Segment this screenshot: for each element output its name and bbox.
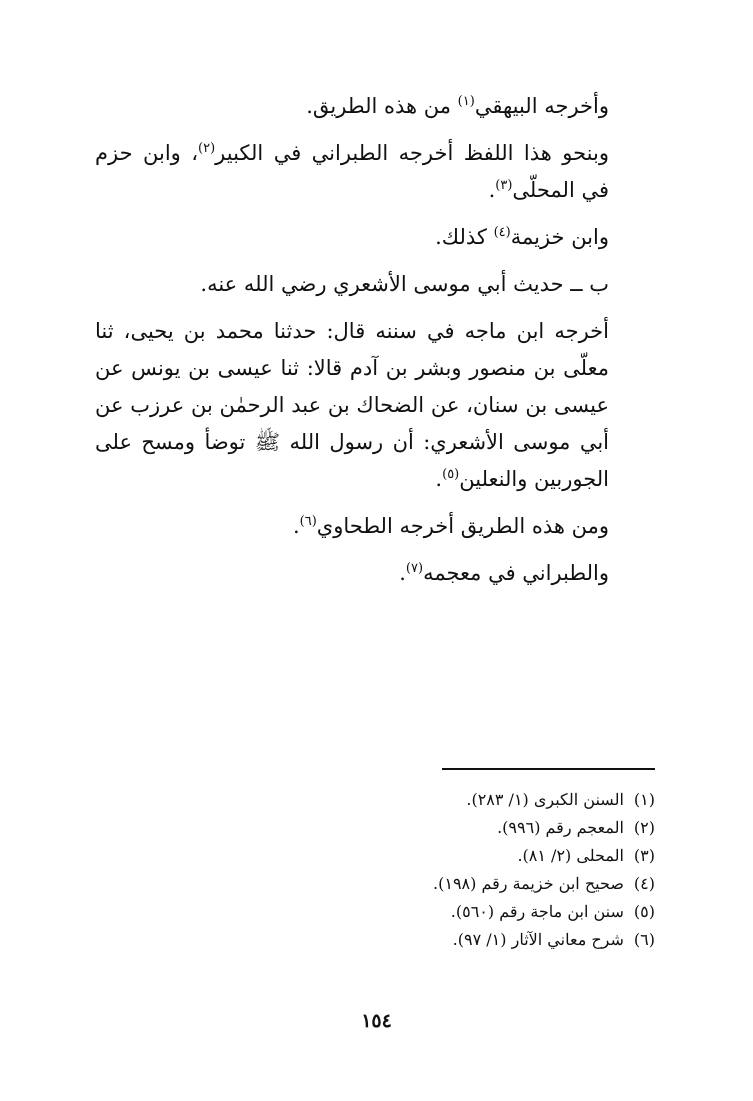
footnote-text: شرح معاني الآثار (١/ ٩٧). [452,930,624,949]
footnote-text: صحيح ابن خزيمة رقم (١٩٨). [433,874,624,893]
footnote-text: المعجم رقم (٩٩٦). [497,818,624,837]
footnote-ref-1[interactable]: (١) [457,94,475,109]
footnote-number: (٤) [633,874,655,893]
footnote-6 [300,926,655,954]
main-text [95,88,657,602]
footnote-ref-2[interactable]: (٢) [198,141,216,156]
paragraph-5 [95,313,657,498]
paragraph-3-text-end: كذلك. [435,225,494,249]
footnote-2 [300,814,655,842]
paragraph-2 [95,135,657,209]
footnote-4 [300,870,655,898]
paragraph-2-text-end: . [488,178,496,202]
footnote-1 [300,786,655,814]
paragraph-1-text: وأخرجه البيهقي [474,94,609,118]
paragraph-5-text-end: . [435,467,443,491]
footnote-5 [300,898,655,926]
paragraph-2-text-mid: ، وابن حزم في المحلّى [95,141,609,202]
footnote-ref-4[interactable]: (٤) [493,225,511,240]
footnote-text: المحلى (٢/ ٨١). [517,846,624,865]
footnote-text: سنن ابن ماجة رقم (٥٦٠). [450,902,624,921]
paragraph-5-text: أخرجه ابن ماجه في سننه قال: حدثنا محمد بن يحيى، ثنا معلّى بن منصور وبشر بن آدم قالا: ثنا عيسى بن يونس عن عيسى بن سنان، عن الضحاك بن عبد الرحمٰن بن عرزب عن أبي موسى الأشعري: أن رسول الله ﷺ توضأ ومسح على الجوربين والنعلين [95,319,609,491]
paragraph-7 [95,555,657,592]
footnote-separator [442,768,655,770]
paragraph-6-text: ومن هذه الطريق أخرجه الطحاوي [316,514,609,538]
footnote-ref-6[interactable]: (٦) [299,514,317,529]
section-heading-text: ب ــ حديث أبي موسى الأشعري رضي الله عنه. [200,272,609,296]
footnote-ref-3[interactable]: (٣) [495,178,513,193]
footnote-text: السنن الكبرى (١/ ٢٨٣). [466,790,624,809]
section-heading-b [95,266,657,303]
paragraph-3-text: وابن خزيمة [510,225,609,249]
paragraph-7-text-end: . [399,561,406,585]
footnotes-list [300,786,655,954]
paragraph-1-text-end: من هذه الطريق. [306,94,458,118]
footnote-number: (١) [633,790,655,809]
paragraph-7-text: والطبراني في معجمه [423,561,609,585]
footnote-number: (٥) [633,902,655,921]
footnote-number: (٢) [633,818,655,837]
footnote-ref-7[interactable]: (٧) [405,561,424,576]
paragraph-3 [95,219,657,256]
footnote-ref-5[interactable]: (٥) [442,467,460,482]
footnote-number: (٣) [633,846,655,865]
paragraph-1 [95,88,657,125]
footnote-number: (٦) [633,930,655,949]
paragraph-6 [95,508,657,545]
paragraph-6-text-end: . [292,514,300,538]
paragraph-2-text: وبنحو هذا اللفظ أخرجه الطبراني في الكبير [215,141,610,165]
page-number: ١٥٤ [361,1010,392,1032]
footnote-3 [300,842,655,870]
